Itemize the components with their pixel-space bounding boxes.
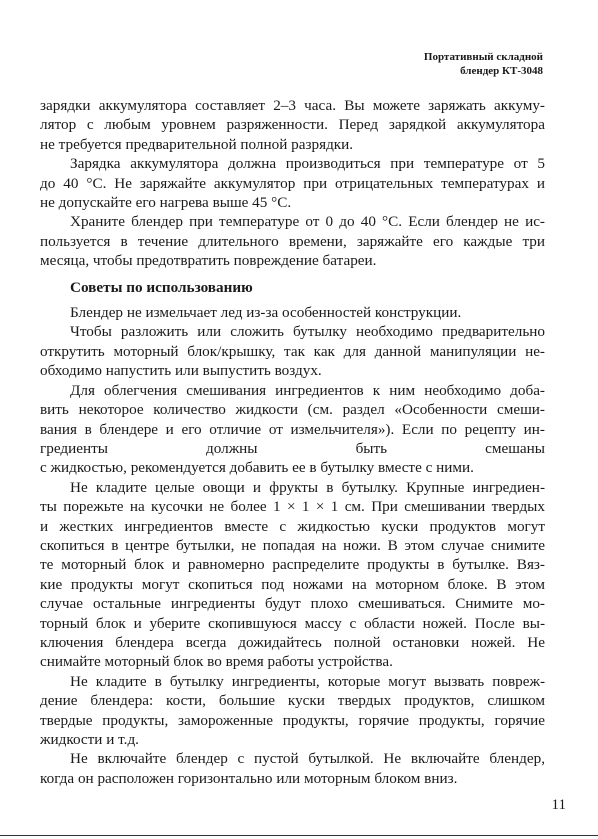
running-header — [424, 50, 543, 78]
text-line: зарядки аккумулятора составляет 2–3 часа. Вы можете заряжать аккуму- — [40, 97, 545, 114]
bottom-rule — [0, 835, 598, 836]
text-line: торный блок и уберите скопившуюся массу с области ножей. После вы- — [40, 614, 545, 632]
text-line: скопиться в центре бутылки, не попадая на ножи. В этом случае снимите — [40, 536, 545, 554]
paragraph — [40, 96, 545, 154]
text-line: кие продукты могут скопиться под ножами на моторном блоке. В этом — [40, 575, 545, 593]
paragraph — [40, 303, 545, 322]
text-line: Зарядка аккумулятора должна производиться при температуре от 5 — [70, 155, 545, 173]
paragraph — [40, 749, 545, 788]
text-line: месяца, чтобы предотвратить повреждение батареи. — [40, 252, 377, 270]
text-line: Не включайте блендер с пустой бутылкой. Не включайте блендер, — [70, 750, 545, 768]
text-line: не допускайте его нагрева выше 45 °С. — [40, 194, 292, 212]
text-line: вания в блендере и его отличие от измельчителя»). Если по рецепту ин- — [40, 420, 545, 438]
text-line: до 40 °С. Не заряжайте аккумулятор при отрицательных температурах и — [40, 174, 545, 192]
header-line-1: Портативный складной — [423, 51, 543, 63]
paragraph — [40, 322, 545, 380]
text-line: жидкости и т.д. — [40, 731, 139, 748]
paragraphs-bottom — [40, 303, 545, 788]
text-line: Храните блендер при температуре от 0 до 40 °С. Если блендер не ис- — [70, 213, 545, 231]
text-line: и жестких ингредиентов вместе с жидкостью куски продуктов могут — [40, 517, 545, 535]
section-title: Советы по использованию — [70, 278, 253, 296]
text-line: случае остальные ингредиенты будут плохо смешиваться. Снимите мо- — [40, 595, 545, 613]
paragraph — [40, 478, 545, 672]
text-line: Чтобы разложить или сложить бутылку необходимо предварительно — [70, 323, 545, 341]
text-line: пользуется в течение длительного времени, заряжайте его каждые три — [40, 232, 545, 250]
header-line-2: блендер КТ-3048 — [460, 65, 543, 77]
text-line: те моторный блок и равномерно распределите продукты в бутылке. Вяз- — [40, 556, 545, 574]
text-line: твердые продукты, замороженные продукты, горячие продукты, горячие — [40, 711, 545, 729]
text-line: ты порежьте на кусочки не более 1 × 1 × 1 см. При смешивании твердых — [40, 498, 545, 516]
paragraph — [40, 154, 545, 212]
text-line: Блендер не измельчает лед из-за особенностей конструкции. — [70, 304, 462, 322]
text-line: Не кладите в бутылку ингредиенты, которые могут вызвать повреж- — [70, 672, 545, 690]
text-line: ключения блендера всегда дожидайтесь полной остановки ножей. Не — [40, 633, 545, 651]
page-body — [40, 96, 545, 788]
text-line: снимайте моторный блок во время работы устройства. — [40, 653, 393, 671]
text-line: дение блендера: кости, большие куски твердых продуктов, слишком — [40, 692, 545, 710]
text-line: когда он расположен горизонтально или моторным блоком вниз. — [40, 769, 458, 787]
text-line: обходимо напустить или выпустить воздух. — [40, 362, 322, 380]
paragraph — [40, 672, 545, 750]
paragraph — [40, 381, 545, 478]
paragraphs-top — [40, 96, 545, 271]
text-line: вить некоторое количество жидкости (см. раздел «Особенности смеши- — [40, 401, 545, 419]
text-line: лятор с любым уровнем разряженности. Перед зарядкой аккумулятора — [40, 116, 545, 134]
text-line: с жидкостью, рекомендуется добавить ее в бутылку вместе с ними. — [40, 459, 474, 477]
paragraph — [40, 212, 545, 270]
text-line: не требуется предварительной полной разрядки. — [40, 135, 354, 153]
text-line: Для облегчения смешивания ингредиентов к ним необходимо доба- — [70, 381, 545, 399]
text-line: открутить моторный блок/крышку, так как для данной манипуляции не- — [40, 342, 545, 360]
text-line: гредиенты должны быть смешаны — [40, 439, 545, 457]
page-number: 11 — [551, 797, 566, 813]
text-line: Не кладите целые овощи и фрукты в бутылку. Крупные ингредиен- — [70, 478, 545, 496]
